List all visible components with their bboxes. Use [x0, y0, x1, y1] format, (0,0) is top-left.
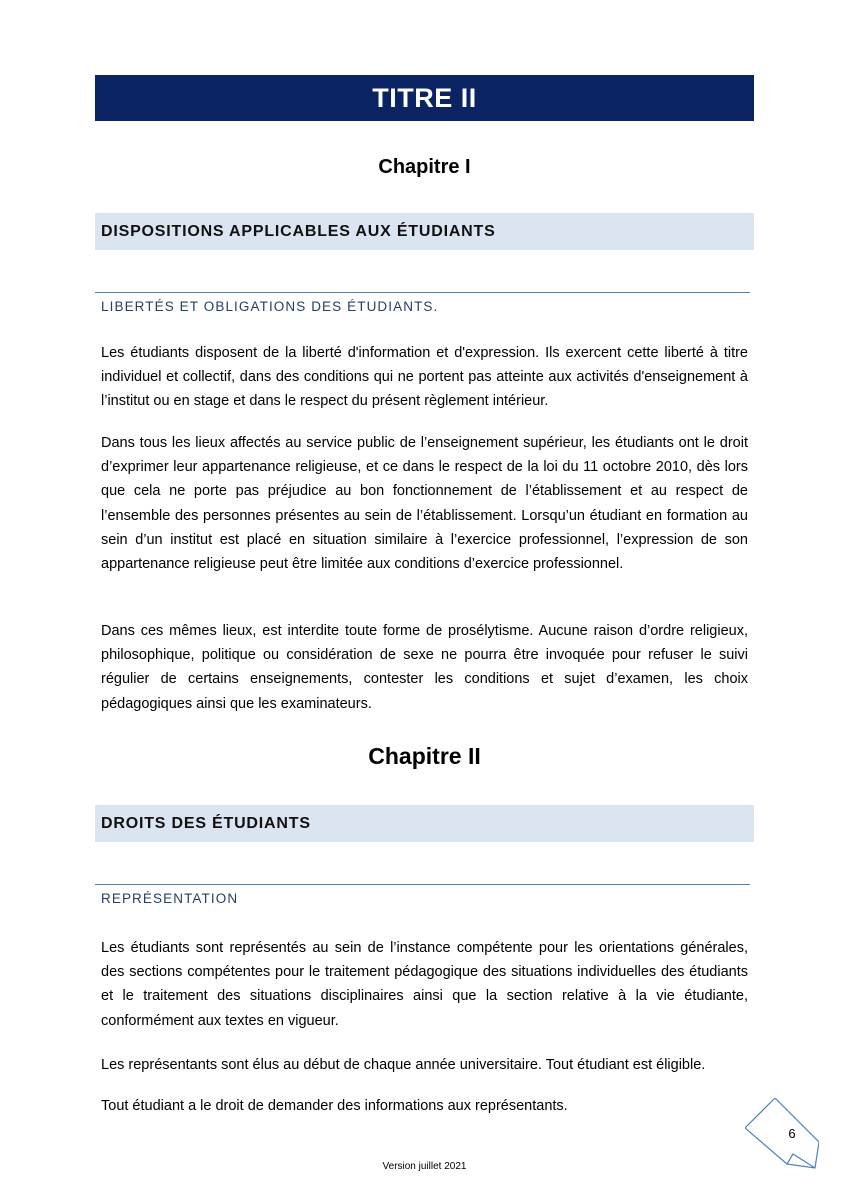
page-number: 6	[788, 1126, 796, 1141]
subsection-heading-libertes: LIBERTÉS ET OBLIGATIONS DES ÉTUDIANTS.	[95, 292, 750, 314]
section-heading-droits	[95, 805, 754, 842]
footer-version: Version juillet 2021	[382, 1161, 467, 1172]
chapter-1-heading: Chapitre I	[378, 156, 471, 178]
page-corner-icon	[745, 1098, 819, 1170]
paragraph: Dans ces mêmes lieux, est interdite toute forme de prosélytisme. Aucune raison d’ordre religieux, philosophique, politique ou considération de sexe ne pourra être invoquée pour refuser le suivi régulier de certains enseignements, contester les conditions et sujet d’examen, les choix pédagogiques ainsi que les examinateurs.	[101, 623, 748, 712]
paragraph: Les représentants sont élus au début de chaque année universitaire. Tout étudiant est éligible.	[101, 1057, 706, 1073]
paragraph: Dans tous les lieux affectés au service public de l’enseignement supérieur, les étudiants ont le droit d’exprimer leur appartenance religieuse, et ce dans le respect de la loi du 11 octobre 2010, dès lors que cela ne porte pas préjudice au bon fonctionnement de l’établissement et au respect de l’ensemble des personnes présentes au sein de l’établissement. Lorsqu’un étudiant en formation au sein d’un institut est placé en situation similaire à l’exercice professionnel, l’expression de son appartenance religieuse peut être limitée aux conditions d’exercice professionnel.	[101, 435, 748, 573]
paragraph: Tout étudiant a le droit de demander des informations aux représentants.	[101, 1098, 568, 1114]
paragraph: Les étudiants disposent de la liberté d'information et d'expression. Ils exercent cette liberté à titre individuel et collectif, dans des conditions qui ne portent pas atteinte aux activités d'enseignement à l’institut ou en stage et dans le respect du présent règlement intérieur.	[101, 345, 748, 410]
title-banner	[95, 75, 754, 121]
subsection-heading-representation: REPRÉSENTATION	[95, 884, 750, 906]
section-heading-dispositions	[95, 213, 754, 250]
paragraph: Les étudiants sont représentés au sein de l’instance compétente pour les orientations générales, des sections compétentes pour le traitement pédagogique des situations individuelles des étudiants et le traitement des situations disciplinaires ainsi que la section relative à la vie étudiante, conformément aux textes en vigueur.	[101, 940, 748, 1029]
chapter-2-heading: Chapitre II	[368, 743, 481, 769]
section-heading-text: DISPOSITIONS APPLICABLES AUX ÉTUDIANTS	[101, 222, 496, 240]
section-heading-text: DROITS DES ÉTUDIANTS	[101, 814, 311, 832]
page-title: TITRE II	[372, 82, 477, 113]
